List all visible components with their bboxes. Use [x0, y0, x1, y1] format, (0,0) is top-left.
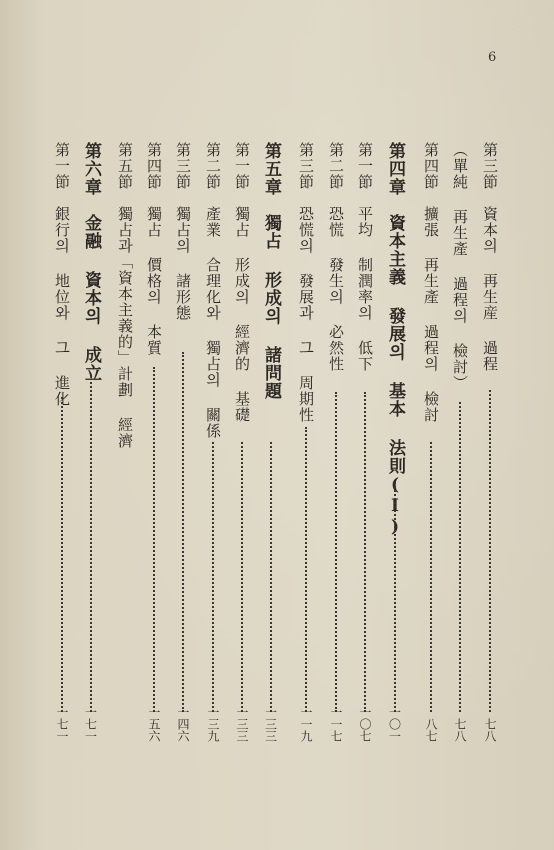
toc-entry-page: 一四六 [176, 706, 190, 742]
toc-entry-page: 一七一 [83, 706, 98, 742]
toc-chapter [82, 142, 99, 742]
toc-entry-title: 第三節 獨占의 諸形態 [174, 142, 192, 321]
toc-entry [234, 142, 250, 742]
dot-leader [459, 402, 461, 712]
toc-entry [205, 142, 221, 742]
toc-entry-page: 一一七 [329, 706, 343, 742]
dot-leader [182, 352, 184, 712]
toc-entry-page: 一五六 [147, 706, 161, 742]
toc-entry-title: 第三節 資本의 再生産 過程 [481, 142, 499, 372]
dot-leader [61, 397, 63, 712]
toc-entry [175, 142, 191, 742]
toc-chapter [262, 142, 279, 742]
toc-entry-page: 一三三 [235, 706, 249, 742]
toc-entry [117, 142, 133, 742]
toc-entry-title: 第四節 擴張 再生產 過程의 檢討 [422, 142, 440, 423]
dot-leader [270, 442, 272, 712]
dot-leader [364, 392, 366, 712]
dot-leader [430, 442, 432, 712]
toc-entry-page: 一〇一 [387, 706, 402, 742]
toc-entry-title: （單純 再生產 過程의 檢討） [451, 142, 469, 391]
dot-leader [335, 392, 337, 712]
dot-leader [90, 382, 92, 712]
toc-entry [357, 142, 373, 742]
dot-leader [489, 390, 491, 712]
toc-entry [452, 142, 468, 742]
toc-chapter-title: 第六章 金融 資本의 成立 [81, 142, 101, 382]
toc-entry-title: 第三節 恐慌의 發展과 그 周期性 [297, 142, 315, 423]
toc-entry-title: 第一節 獨占 形成의 經濟的 基礎 [233, 142, 251, 423]
toc-chapter [386, 142, 403, 742]
dot-leader [153, 367, 155, 712]
toc-entry-title: 第一節 銀行의 地位와 그 進化 [53, 142, 71, 407]
toc-entry [298, 142, 314, 742]
toc-entry [54, 142, 70, 742]
toc-entry-page: 一三九 [206, 706, 220, 742]
toc-chapter-title: 第四章 資本主義 發展의 基本 法則(I) [385, 142, 405, 538]
toc-entry-page: 一〇七 [358, 706, 372, 742]
toc-entry-page: 七八 [483, 718, 497, 742]
dot-leader [241, 442, 243, 712]
toc-entry-page: 八七 [424, 718, 438, 742]
toc-entry [146, 142, 162, 742]
toc-entry-title: 第五節 獨占과「資本主義的」計劃 經濟 [116, 142, 134, 449]
dot-leader [394, 482, 396, 712]
toc-entry [328, 142, 344, 742]
toc-entry-title: 第二節 產業 合理化와 獨占의 關係 [204, 142, 222, 439]
toc-entry-title: 第二節 恐慌 發生의 必然性 [327, 142, 345, 372]
toc-entry [423, 142, 439, 742]
page-number: 6 [488, 50, 497, 65]
toc-entry [482, 142, 498, 742]
toc-entry-page: 七八 [453, 718, 467, 742]
dot-leader [305, 427, 307, 712]
toc-entry-page: 一一九 [299, 706, 313, 742]
toc-entry-page: 一七一 [55, 706, 69, 742]
toc-chapter-title: 第五章 獨占 形成의 諸問題 [261, 142, 281, 400]
toc-entry-title: 第一節 平均 制潤率의 低下 [356, 142, 374, 372]
toc-entry-title: 第四節 獨占 價格의 本質 [145, 142, 163, 356]
dot-leader [212, 442, 214, 712]
toc-entry-page: 一三三 [263, 706, 278, 742]
